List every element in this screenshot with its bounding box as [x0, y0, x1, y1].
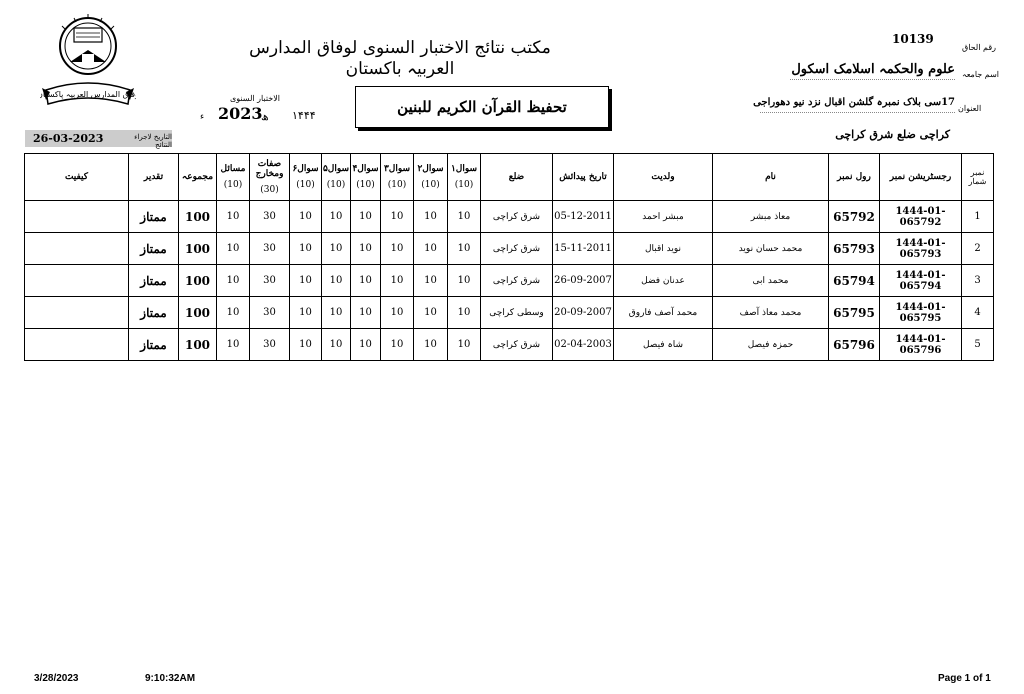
cell-grade: ممتاز	[129, 297, 179, 329]
header-q1: سوال۱ (10)	[448, 154, 481, 201]
cell-name: معاذ مبشر	[713, 201, 829, 233]
cell-masail: 10	[217, 265, 250, 297]
cell-q2: 10	[414, 265, 448, 297]
cell-q3: 10	[381, 297, 414, 329]
exam-year-hijri: ۱۴۴۴	[292, 109, 316, 122]
header-name: نام	[713, 154, 829, 201]
table-row	[25, 329, 994, 361]
cell-q1: 10	[448, 233, 481, 265]
address-text: 17سی بلاک نمبرہ گلشن اقبال نزد نیو دھوراجی	[753, 97, 955, 108]
header-tajweed: صفات ومخارج (30)	[250, 154, 290, 201]
cell-grade: ممتاز	[129, 233, 179, 265]
cell-q4: 10	[351, 265, 381, 297]
header-roll: رول نمبر	[829, 154, 880, 201]
cell-name: محمد حسان نوید	[713, 233, 829, 265]
table-header-row	[25, 154, 994, 201]
address-label: العنوان	[958, 104, 982, 113]
cell-total: 100	[179, 233, 217, 265]
cell-q3: 10	[381, 233, 414, 265]
cell-district: شرق کراچی	[481, 329, 553, 361]
cell-q2: 10	[414, 233, 448, 265]
year-hijri-marker: ھ	[261, 110, 269, 123]
cell-serial: 2	[962, 233, 994, 265]
header-q6: سوال۶ (10)	[290, 154, 322, 201]
cell-father: مبشر احمد	[614, 201, 713, 233]
cell-registration: 1444-01-065792	[880, 201, 962, 233]
table-row	[25, 265, 994, 297]
cell-q1: 10	[448, 265, 481, 297]
cell-grade: ممتاز	[129, 265, 179, 297]
table-row	[25, 201, 994, 233]
district-text: کراچی ضلع شرق کراچی	[835, 128, 950, 141]
header-q4: سوال۴ (10)	[351, 154, 381, 201]
cell-dob: 26-09-2007	[553, 265, 614, 297]
cell-q3: 10	[381, 201, 414, 233]
header-q3: سوال۳ (10)	[381, 154, 414, 201]
cell-roll: 65792	[829, 201, 880, 233]
cell-father: عدنان فضل	[614, 265, 713, 297]
cell-serial: 5	[962, 329, 994, 361]
cell-district: شرق کراچی	[481, 265, 553, 297]
cell-father: نوید اقبال	[614, 233, 713, 265]
header-total: مجموعہ	[179, 154, 217, 201]
school-label: اسم جامعہ	[962, 70, 1000, 79]
cell-district: شرق کراچی	[481, 201, 553, 233]
result-date-box	[25, 130, 172, 147]
exam-year-ad: 2023	[218, 104, 263, 123]
header-remarks: کیفیت	[25, 154, 129, 201]
cell-registration: 1444-01-065794	[880, 265, 962, 297]
address-underline	[760, 112, 955, 113]
wifaq-seal-icon	[40, 12, 136, 108]
cell-q3: 10	[381, 265, 414, 297]
cell-dob: 20-09-2007	[553, 297, 614, 329]
cell-total: 100	[179, 201, 217, 233]
cell-dob: 15-11-2011	[553, 233, 614, 265]
cell-grade: ممتاز	[129, 329, 179, 361]
cell-tajweed: 30	[250, 265, 290, 297]
cell-masail: 10	[217, 329, 250, 361]
cell-q6: 10	[290, 297, 322, 329]
affiliation-label: رقم الحاق	[962, 43, 997, 52]
school-underline	[790, 79, 955, 80]
cell-masail: 10	[217, 297, 250, 329]
exam-name: تحفیظ القرآن الکریم للبنین	[397, 98, 567, 116]
cell-total: 100	[179, 297, 217, 329]
results-table	[24, 153, 994, 361]
cell-q4: 10	[351, 329, 381, 361]
page-title: مکتب نتائج الاختبار السنوی لوفاق المدارس العربیہ باکستان	[249, 38, 551, 79]
cell-masail: 10	[217, 233, 250, 265]
cell-q6: 10	[290, 233, 322, 265]
table-row	[25, 297, 994, 329]
result-date: 26-03-2023	[33, 132, 104, 145]
cell-roll: 65794	[829, 265, 880, 297]
affiliation-number: 10139	[892, 32, 934, 46]
cell-masail: 10	[217, 201, 250, 233]
cell-registration: 1444-01-065796	[880, 329, 962, 361]
cell-serial: 4	[962, 297, 994, 329]
cell-q6: 10	[290, 201, 322, 233]
cell-remarks	[25, 329, 129, 361]
exam-name-box	[355, 86, 609, 128]
cell-tajweed: 30	[250, 329, 290, 361]
cell-serial: 1	[962, 201, 994, 233]
cell-q1: 10	[448, 329, 481, 361]
cell-remarks	[25, 233, 129, 265]
cell-remarks	[25, 265, 129, 297]
cell-dob: 05-12-2011	[553, 201, 614, 233]
result-date-label: التاریخ لاجراء النتائج	[134, 133, 172, 149]
cell-dob: 02-04-2003	[553, 329, 614, 361]
wifaq-logo	[40, 12, 136, 108]
cell-total: 100	[179, 265, 217, 297]
cell-remarks	[25, 297, 129, 329]
cell-q6: 10	[290, 265, 322, 297]
logo-text: وفاق المدارس العربیہ پاکستان	[40, 90, 136, 99]
cell-q1: 10	[448, 297, 481, 329]
header-registration: رجسٹریشن نمبر	[880, 154, 962, 201]
cell-q5: 10	[322, 297, 351, 329]
cell-name: محمد معاذ آصف	[713, 297, 829, 329]
cell-name: محمد ابی	[713, 265, 829, 297]
cell-roll: 65796	[829, 329, 880, 361]
table-row	[25, 233, 994, 265]
cell-roll: 65795	[829, 297, 880, 329]
header-q2: سوال۲ (10)	[414, 154, 448, 201]
school-name: علوم والحکمہ اسلامک اسکول	[791, 62, 955, 77]
cell-tajweed: 30	[250, 233, 290, 265]
cell-district: شرق کراچی	[481, 233, 553, 265]
footer-page: Page 1 of 1	[938, 673, 991, 684]
cell-tajweed: 30	[250, 297, 290, 329]
cell-q5: 10	[322, 329, 351, 361]
cell-q5: 10	[322, 201, 351, 233]
header-district: ضلع	[481, 154, 553, 201]
cell-q2: 10	[414, 201, 448, 233]
cell-tajweed: 30	[250, 201, 290, 233]
header-dob: تاریخ پیدائش	[553, 154, 614, 201]
exam-label: الاختبار السنوی	[230, 94, 281, 103]
header-q5: سوال۵ (10)	[322, 154, 351, 201]
cell-q5: 10	[322, 233, 351, 265]
cell-q4: 10	[351, 233, 381, 265]
cell-roll: 65793	[829, 233, 880, 265]
header-father: ولدیت	[614, 154, 713, 201]
cell-registration: 1444-01-065795	[880, 297, 962, 329]
cell-q5: 10	[322, 265, 351, 297]
footer-date: 3/28/2023	[34, 673, 79, 684]
cell-name: حمزہ فیصل	[713, 329, 829, 361]
footer-time: 9:10:32AM	[145, 673, 196, 684]
cell-q3: 10	[381, 329, 414, 361]
header-serial: نمبر شمار	[962, 154, 994, 201]
cell-q4: 10	[351, 201, 381, 233]
cell-grade: ممتاز	[129, 201, 179, 233]
cell-serial: 3	[962, 265, 994, 297]
cell-q4: 10	[351, 297, 381, 329]
cell-q1: 10	[448, 201, 481, 233]
header-grade: تقدیر	[129, 154, 179, 201]
header-masail: مسائل (10)	[217, 154, 250, 201]
year-ad-marker: ء	[200, 112, 205, 122]
cell-registration: 1444-01-065793	[880, 233, 962, 265]
cell-remarks	[25, 201, 129, 233]
cell-father: محمد آصف فاروق	[614, 297, 713, 329]
cell-district: وسطی کراچی	[481, 297, 553, 329]
cell-q6: 10	[290, 329, 322, 361]
cell-q2: 10	[414, 297, 448, 329]
cell-q2: 10	[414, 329, 448, 361]
cell-total: 100	[179, 329, 217, 361]
cell-father: شاہ فیصل	[614, 329, 713, 361]
